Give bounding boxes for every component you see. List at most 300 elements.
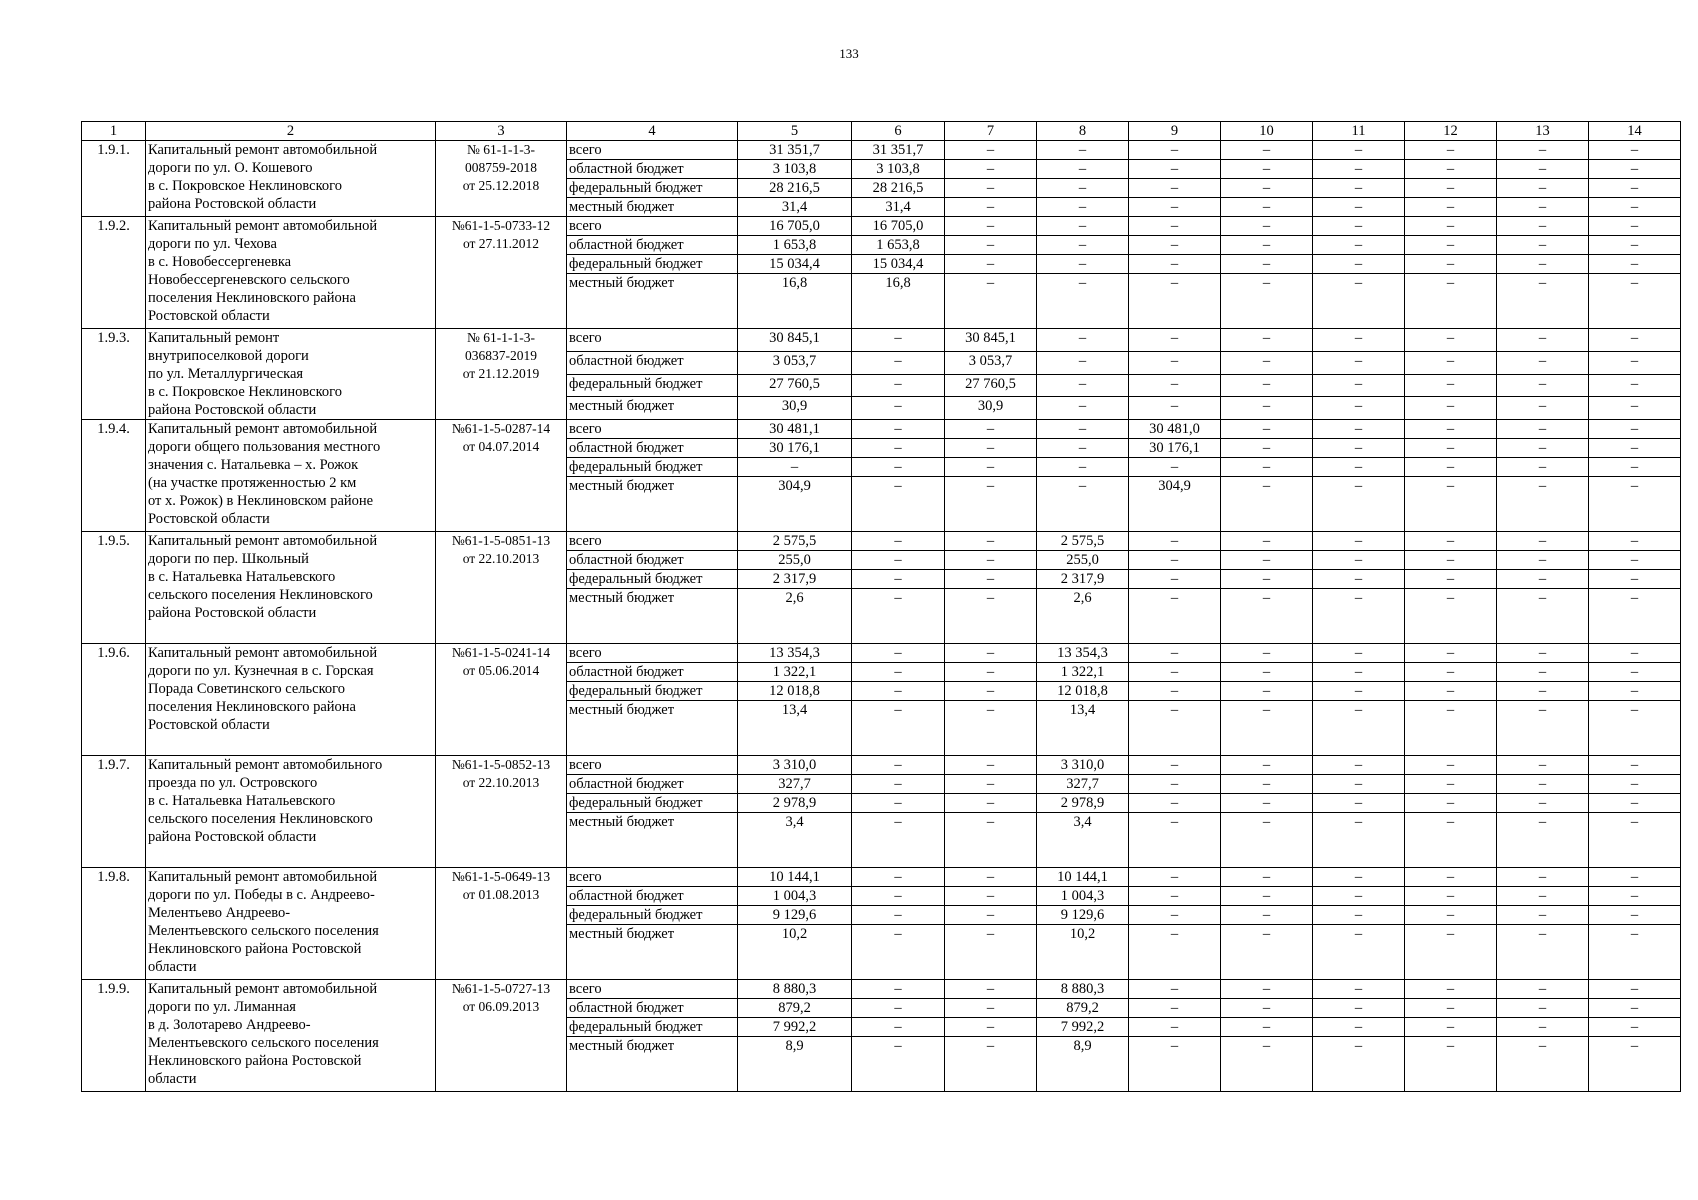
amount-cell: – <box>852 439 945 458</box>
amount-cell: – <box>1589 570 1681 589</box>
amount-cell: – <box>1497 477 1589 532</box>
item-description: Капитальный ремонт автомобильной дороги по ул. Чехова в с. Новобессергеневка Новобессергеневского сельского поселения Неклиновского района Ростовской области <box>146 217 436 329</box>
page-number: 133 <box>839 46 859 61</box>
amount-cell: – <box>1405 160 1497 179</box>
item-description: Капитальный ремонт автомобильной дороги по ул. Кузнечная в с. Горская Порада Советинского сельского поселения Неклиновского района Ростовской области <box>146 644 436 756</box>
amount-cell: 28 216,5 <box>852 179 945 198</box>
amount-cell: – <box>1129 682 1221 701</box>
amount-cell: – <box>1589 458 1681 477</box>
amount-cell: – <box>945 868 1037 887</box>
amount-cell: – <box>1589 551 1681 570</box>
amount-cell: – <box>1037 374 1129 397</box>
amount-cell: – <box>1221 160 1313 179</box>
funding-source: федеральный бюджет <box>567 1018 738 1037</box>
item-description: Капитальный ремонт автомобильной дороги по ул. Лиманная в д. Золотарево Андреево- Мелентьевского сельского поселения Неклиновского района Ростовской области <box>146 980 436 1092</box>
amount-cell: – <box>1221 397 1313 420</box>
amount-cell: – <box>1221 925 1313 980</box>
amount-cell: – <box>1589 420 1681 439</box>
funding-source: областной бюджет <box>567 887 738 906</box>
amount-cell: – <box>1405 458 1497 477</box>
amount-cell: – <box>1497 532 1589 551</box>
funding-source: областной бюджет <box>567 160 738 179</box>
amount-cell: – <box>852 906 945 925</box>
item-number: 1.9.5. <box>82 532 146 644</box>
amount-cell: – <box>945 439 1037 458</box>
funding-source: областной бюджет <box>567 663 738 682</box>
amount-cell: – <box>1221 217 1313 236</box>
amount-cell: 3 103,8 <box>738 160 852 179</box>
table-row <box>82 141 1681 160</box>
amount-cell: 8 880,3 <box>738 980 852 999</box>
amount-cell: – <box>1037 198 1129 217</box>
amount-cell: 2,6 <box>738 589 852 644</box>
item-document: №61-1-5-0649-13 от 01.08.2013 <box>436 868 567 980</box>
amount-cell: – <box>1129 141 1221 160</box>
amount-cell: – <box>1313 1037 1405 1092</box>
amount-cell: 3 310,0 <box>1037 756 1129 775</box>
funding-source: всего <box>567 141 738 160</box>
amount-cell: 304,9 <box>1129 477 1221 532</box>
amount-cell: – <box>1405 999 1497 1018</box>
amount-cell: – <box>1313 160 1405 179</box>
amount-cell: – <box>945 532 1037 551</box>
amount-cell: – <box>1129 255 1221 274</box>
funding-source: областной бюджет <box>567 999 738 1018</box>
amount-cell: 13,4 <box>1037 701 1129 756</box>
amount-cell: – <box>1129 198 1221 217</box>
funding-source: местный бюджет <box>567 701 738 756</box>
amount-cell: – <box>945 160 1037 179</box>
amount-cell: 31 351,7 <box>738 141 852 160</box>
amount-cell: 16,8 <box>852 274 945 329</box>
amount-cell: 327,7 <box>1037 775 1129 794</box>
amount-cell: – <box>1589 397 1681 420</box>
amount-cell: – <box>945 458 1037 477</box>
amount-cell: – <box>1589 374 1681 397</box>
item-description: Капитальный ремонт автомобильной дороги общего пользования местного значения с. Натальевка – х. Рожок (на участке протяженностью 2 км от х. Рожок) в Неклиновском районе Ростовской области <box>146 420 436 532</box>
amount-cell: – <box>1129 217 1221 236</box>
amount-cell: – <box>1405 532 1497 551</box>
amount-cell: – <box>1405 1037 1497 1092</box>
column-header: 14 <box>1589 122 1681 141</box>
amount-cell: – <box>1589 756 1681 775</box>
funding-source: федеральный бюджет <box>567 179 738 198</box>
amount-cell: 27 760,5 <box>738 374 852 397</box>
amount-cell: 3 310,0 <box>738 756 852 775</box>
amount-cell: – <box>1497 999 1589 1018</box>
amount-cell: 30 176,1 <box>738 439 852 458</box>
amount-cell: – <box>1589 236 1681 255</box>
amount-cell: – <box>1405 868 1497 887</box>
funding-source: всего <box>567 756 738 775</box>
amount-cell: – <box>1221 756 1313 775</box>
amount-cell: – <box>1405 663 1497 682</box>
funding-source: федеральный бюджет <box>567 458 738 477</box>
amount-cell: – <box>945 794 1037 813</box>
amount-cell: – <box>852 477 945 532</box>
amount-cell: – <box>1313 255 1405 274</box>
amount-cell: – <box>1405 351 1497 374</box>
amount-cell: – <box>1405 420 1497 439</box>
amount-cell: – <box>852 397 945 420</box>
amount-cell: – <box>1129 887 1221 906</box>
funding-source: всего <box>567 420 738 439</box>
amount-cell: – <box>1497 980 1589 999</box>
amount-cell: – <box>852 701 945 756</box>
amount-cell: – <box>1313 420 1405 439</box>
amount-cell: 1 653,8 <box>738 236 852 255</box>
amount-cell: – <box>1313 551 1405 570</box>
amount-cell: – <box>1589 775 1681 794</box>
column-header: 5 <box>738 122 852 141</box>
amount-cell: – <box>852 351 945 374</box>
amount-cell: – <box>1313 477 1405 532</box>
funding-source: федеральный бюджет <box>567 794 738 813</box>
column-header: 2 <box>146 122 436 141</box>
amount-cell: – <box>1313 813 1405 868</box>
item-document: №61-1-5-0733-12 от 27.11.2012 <box>436 217 567 329</box>
amount-cell: – <box>1497 775 1589 794</box>
table-row <box>82 532 1681 551</box>
amount-cell: 31 351,7 <box>852 141 945 160</box>
amount-cell: – <box>852 775 945 794</box>
amount-cell: – <box>1037 351 1129 374</box>
amount-cell: – <box>1037 439 1129 458</box>
amount-cell: – <box>1221 458 1313 477</box>
amount-cell: – <box>945 999 1037 1018</box>
amount-cell: – <box>1129 589 1221 644</box>
amount-cell: – <box>852 682 945 701</box>
amount-cell: – <box>1313 682 1405 701</box>
amount-cell: 2 575,5 <box>1037 532 1129 551</box>
amount-cell: – <box>1497 589 1589 644</box>
amount-cell: – <box>1589 644 1681 663</box>
amount-cell: 10,2 <box>738 925 852 980</box>
amount-cell: – <box>945 477 1037 532</box>
amount-cell: – <box>945 570 1037 589</box>
amount-cell: – <box>852 644 945 663</box>
amount-cell: – <box>945 589 1037 644</box>
amount-cell: – <box>1497 1018 1589 1037</box>
amount-cell: 1 322,1 <box>1037 663 1129 682</box>
amount-cell: – <box>1405 551 1497 570</box>
item-number: 1.9.6. <box>82 644 146 756</box>
amount-cell: – <box>1497 682 1589 701</box>
item-number: 1.9.3. <box>82 329 146 420</box>
amount-cell: 13 354,3 <box>738 644 852 663</box>
amount-cell: – <box>1037 160 1129 179</box>
amount-cell: – <box>945 420 1037 439</box>
amount-cell: 1 004,3 <box>1037 887 1129 906</box>
amount-cell: 27 760,5 <box>945 374 1037 397</box>
funding-source: областной бюджет <box>567 775 738 794</box>
amount-cell: – <box>1129 374 1221 397</box>
amount-cell: – <box>1589 868 1681 887</box>
amount-cell: – <box>1313 217 1405 236</box>
amount-cell: – <box>1497 551 1589 570</box>
item-document: №61-1-5-0852-13 от 22.10.2013 <box>436 756 567 868</box>
amount-cell: – <box>1129 775 1221 794</box>
amount-cell: 3 103,8 <box>852 160 945 179</box>
amount-cell: – <box>1313 925 1405 980</box>
amount-cell: – <box>1313 374 1405 397</box>
amount-cell: – <box>945 663 1037 682</box>
amount-cell: – <box>945 813 1037 868</box>
amount-cell: 15 034,4 <box>738 255 852 274</box>
amount-cell: 30 845,1 <box>945 329 1037 352</box>
amount-cell: – <box>1221 477 1313 532</box>
amount-cell: – <box>1405 794 1497 813</box>
amount-cell: – <box>945 236 1037 255</box>
amount-cell: – <box>1313 570 1405 589</box>
amount-cell: – <box>852 589 945 644</box>
amount-cell: 16,8 <box>738 274 852 329</box>
amount-cell: – <box>1129 756 1221 775</box>
amount-cell: – <box>1589 980 1681 999</box>
amount-cell: – <box>1129 1037 1221 1092</box>
amount-cell: – <box>1589 198 1681 217</box>
amount-cell: – <box>1221 141 1313 160</box>
amount-cell: – <box>1221 551 1313 570</box>
amount-cell: – <box>1589 532 1681 551</box>
amount-cell: – <box>1221 794 1313 813</box>
amount-cell: – <box>1405 477 1497 532</box>
amount-cell: – <box>852 925 945 980</box>
amount-cell: 13,4 <box>738 701 852 756</box>
table-row <box>82 329 1681 352</box>
amount-cell: – <box>852 999 945 1018</box>
item-number: 1.9.4. <box>82 420 146 532</box>
amount-cell: – <box>1405 701 1497 756</box>
item-description: Капитальный ремонт автомобильной дороги по пер. Школьный в с. Натальевка Натальевского сельского поселения Неклиновского района Ростовской области <box>146 532 436 644</box>
funding-source: местный бюджет <box>567 589 738 644</box>
amount-cell: – <box>1589 999 1681 1018</box>
amount-cell: – <box>852 868 945 887</box>
amount-cell: 3 053,7 <box>945 351 1037 374</box>
table-row <box>82 420 1681 439</box>
amount-cell: – <box>1497 1037 1589 1092</box>
amount-cell: 10,2 <box>1037 925 1129 980</box>
amount-cell: – <box>1313 274 1405 329</box>
amount-cell: – <box>1589 813 1681 868</box>
amount-cell: – <box>1221 663 1313 682</box>
amount-cell: – <box>1405 1018 1497 1037</box>
amount-cell: – <box>1313 756 1405 775</box>
budget-table <box>81 121 1681 1092</box>
funding-source: местный бюджет <box>567 1037 738 1092</box>
funding-source: федеральный бюджет <box>567 682 738 701</box>
amount-cell: – <box>852 458 945 477</box>
funding-source: федеральный бюджет <box>567 255 738 274</box>
amount-cell: – <box>1405 329 1497 352</box>
amount-cell: – <box>1497 813 1589 868</box>
amount-cell: – <box>1313 329 1405 352</box>
amount-cell: – <box>1497 374 1589 397</box>
amount-cell: – <box>1405 141 1497 160</box>
amount-cell: – <box>1497 906 1589 925</box>
amount-cell: – <box>1497 458 1589 477</box>
amount-cell: – <box>1221 532 1313 551</box>
amount-cell: – <box>945 255 1037 274</box>
amount-cell: – <box>1589 887 1681 906</box>
amount-cell: – <box>1221 570 1313 589</box>
funding-source: местный бюджет <box>567 198 738 217</box>
item-description: Капитальный ремонт внутрипоселковой дороги по ул. Металлургическая в с. Покровское Неклиновского района Ростовской области <box>146 329 436 420</box>
amount-cell: – <box>1589 794 1681 813</box>
amount-cell: – <box>1313 644 1405 663</box>
item-document: № 61-1-1-3- 036837-2019 от 21.12.2019 <box>436 329 567 420</box>
table-row <box>82 980 1681 999</box>
amount-cell: 13 354,3 <box>1037 644 1129 663</box>
item-number: 1.9.8. <box>82 868 146 980</box>
funding-source: федеральный бюджет <box>567 570 738 589</box>
item-number: 1.9.9. <box>82 980 146 1092</box>
amount-cell: 31,4 <box>852 198 945 217</box>
amount-cell: – <box>1037 397 1129 420</box>
amount-cell: – <box>1313 198 1405 217</box>
amount-cell: – <box>852 1037 945 1092</box>
amount-cell: 1 322,1 <box>738 663 852 682</box>
amount-cell: – <box>1589 925 1681 980</box>
funding-source: местный бюджет <box>567 477 738 532</box>
amount-cell: – <box>1129 644 1221 663</box>
amount-cell: – <box>1313 906 1405 925</box>
amount-cell: 3,4 <box>738 813 852 868</box>
amount-cell: – <box>1589 589 1681 644</box>
funding-source: местный бюджет <box>567 397 738 420</box>
funding-source: всего <box>567 532 738 551</box>
item-document: №61-1-5-0851-13 от 22.10.2013 <box>436 532 567 644</box>
amount-cell: 8 880,3 <box>1037 980 1129 999</box>
amount-cell: 879,2 <box>738 999 852 1018</box>
amount-cell: – <box>1037 179 1129 198</box>
amount-cell: – <box>1589 1037 1681 1092</box>
amount-cell: 15 034,4 <box>852 255 945 274</box>
amount-cell: – <box>1129 794 1221 813</box>
amount-cell: – <box>1129 236 1221 255</box>
amount-cell: – <box>1405 589 1497 644</box>
column-header: 9 <box>1129 122 1221 141</box>
funding-source: федеральный бюджет <box>567 374 738 397</box>
amount-cell: – <box>852 813 945 868</box>
amount-cell: 2 978,9 <box>738 794 852 813</box>
amount-cell: – <box>945 274 1037 329</box>
amount-cell: – <box>1589 329 1681 352</box>
amount-cell: – <box>1313 868 1405 887</box>
amount-cell: – <box>1589 255 1681 274</box>
amount-cell: 30 176,1 <box>1129 439 1221 458</box>
amount-cell: – <box>1221 644 1313 663</box>
amount-cell: 30 481,1 <box>738 420 852 439</box>
amount-cell: 255,0 <box>1037 551 1129 570</box>
amount-cell: – <box>1313 458 1405 477</box>
amount-cell: – <box>1129 551 1221 570</box>
amount-cell: – <box>1129 397 1221 420</box>
amount-cell: – <box>1405 980 1497 999</box>
amount-cell: – <box>852 1018 945 1037</box>
amount-cell: – <box>945 1037 1037 1092</box>
amount-cell: – <box>852 329 945 352</box>
amount-cell: – <box>1221 420 1313 439</box>
amount-cell: – <box>1405 439 1497 458</box>
item-number: 1.9.2. <box>82 217 146 329</box>
amount-cell: – <box>1589 701 1681 756</box>
amount-cell: – <box>1129 663 1221 682</box>
column-header: 10 <box>1221 122 1313 141</box>
item-document: № 61-1-1-3- 008759-2018 от 25.12.2018 <box>436 141 567 217</box>
amount-cell: – <box>1037 255 1129 274</box>
amount-cell: – <box>945 887 1037 906</box>
amount-cell: 8,9 <box>738 1037 852 1092</box>
amount-cell: 3 053,7 <box>738 351 852 374</box>
amount-cell: – <box>852 532 945 551</box>
amount-cell: – <box>1313 179 1405 198</box>
funding-source: областной бюджет <box>567 551 738 570</box>
amount-cell: 327,7 <box>738 775 852 794</box>
amount-cell: – <box>1221 198 1313 217</box>
amount-cell: – <box>1497 925 1589 980</box>
amount-cell: – <box>1221 179 1313 198</box>
amount-cell: – <box>1221 1037 1313 1092</box>
header-row <box>82 122 1681 141</box>
amount-cell: – <box>1313 1018 1405 1037</box>
amount-cell: – <box>1221 329 1313 352</box>
amount-cell: 12 018,8 <box>738 682 852 701</box>
amount-cell: – <box>1497 570 1589 589</box>
amount-cell: – <box>1037 274 1129 329</box>
amount-cell: – <box>1313 351 1405 374</box>
item-description: Капитальный ремонт автомобильной дороги по ул. О. Кошевого в с. Покровское Неклиновского района Ростовской области <box>146 141 436 217</box>
amount-cell: – <box>1497 274 1589 329</box>
amount-cell: – <box>852 551 945 570</box>
amount-cell: – <box>1497 255 1589 274</box>
amount-cell: – <box>1129 160 1221 179</box>
amount-cell: – <box>1589 141 1681 160</box>
amount-cell: – <box>1313 439 1405 458</box>
amount-cell: 3,4 <box>1037 813 1129 868</box>
amount-cell: – <box>1313 887 1405 906</box>
amount-cell: – <box>1129 999 1221 1018</box>
amount-cell: – <box>1405 644 1497 663</box>
amount-cell: 2 978,9 <box>1037 794 1129 813</box>
amount-cell: – <box>1221 813 1313 868</box>
amount-cell: – <box>945 980 1037 999</box>
amount-cell: – <box>1129 458 1221 477</box>
amount-cell: – <box>945 925 1037 980</box>
amount-cell: – <box>1221 980 1313 999</box>
amount-cell: – <box>1589 351 1681 374</box>
amount-cell: – <box>1221 775 1313 794</box>
amount-cell: – <box>1589 477 1681 532</box>
amount-cell: – <box>1313 532 1405 551</box>
funding-source: всего <box>567 329 738 352</box>
amount-cell: – <box>1037 217 1129 236</box>
amount-cell: 2,6 <box>1037 589 1129 644</box>
amount-cell: – <box>1589 439 1681 458</box>
amount-cell: 2 575,5 <box>738 532 852 551</box>
amount-cell: 30,9 <box>738 397 852 420</box>
amount-cell: 1 004,3 <box>738 887 852 906</box>
column-header: 8 <box>1037 122 1129 141</box>
amount-cell: – <box>1129 179 1221 198</box>
amount-cell: – <box>852 374 945 397</box>
amount-cell: – <box>1497 663 1589 682</box>
amount-cell: 2 317,9 <box>738 570 852 589</box>
amount-cell: – <box>1405 397 1497 420</box>
amount-cell: – <box>1497 701 1589 756</box>
amount-cell: – <box>945 1018 1037 1037</box>
amount-cell: – <box>1129 980 1221 999</box>
